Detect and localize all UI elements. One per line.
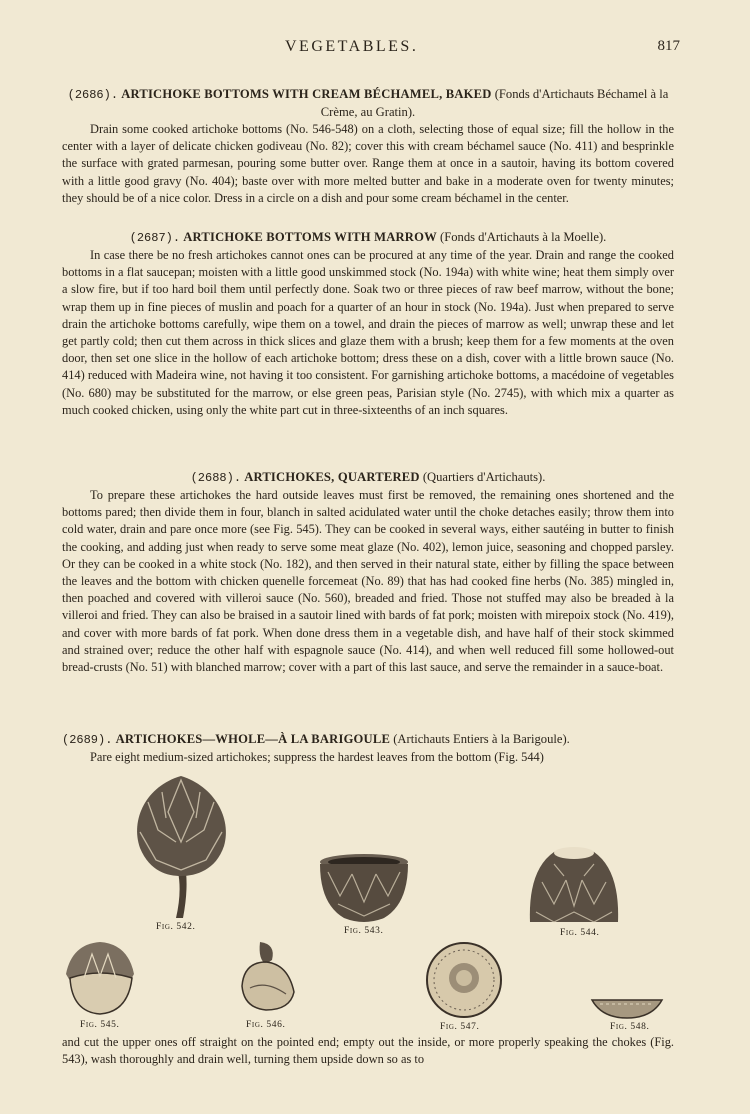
recipe-title: ARTICHOKES—WHOLE—À LA BARIGOULE: [115, 732, 391, 746]
recipe-body: Drain some cooked artichoke bottoms (No. 546-548) on a cloth, selecting those of equal size; fill the hollow in the center with a layer of delicate chicken godiveau (No. 82); cover this with cream béchamel sauce (No. 411) and besprinkle the surface with grated parmesan, pouring some butter over. Range them at once in a sautoir, having its bottom covered with a little good gravy (No. 404); baste over with more melted butter and bake in a moderate oven for twenty minutes; they should be of a nice color. Dress in a circle on a dish and pour some cream béchamel in the center.: [62, 122, 674, 205]
running-title: VEGETABLES.: [285, 38, 419, 55]
whole-artichoke-illustration: [126, 772, 236, 922]
figure-caption: Fig. 547.: [440, 1022, 480, 1032]
figure-542: [126, 772, 236, 932]
recipe-french-title: (Fonds d'Artichauts Béchamel à la Crème, au Gratin).: [320, 87, 669, 119]
continuation-block: [62, 1034, 674, 1068]
recipe-french-title: (Quartiers d'Artichauts).: [422, 470, 546, 484]
recipe-heading: [62, 731, 674, 749]
recipe-title: ARTICHOKE BOTTOMS WITH CREAM BÉCHAMEL, BAKED: [121, 87, 492, 101]
running-head: [60, 38, 680, 58]
recipe-number: (2689).: [62, 733, 113, 747]
recipe-body: In case there be no fresh artichokes cannot ones can be procured at any time of the year. Drain and range the cooked bottoms in a flat saucepan; moisten with a little good unskimmed stock (No. 194a) with white wine; heat them simply over a slow fire, but if too hard boil them until perfectly done. Soak two or three pieces of raw beef marrow, without the bone; wrap them up in fine pieces of muslin and poach for a quarter of an hour in stock (No. 194a). Just when prepared to serve drain the artichoke bottoms carefully, wipe them on a towel, and drain the pieces of marrow as well; unwrap these and let get partly cold; then cut them across in thick slices and glaze them with a brush; keep them for a few moments at the oven door, then set one slice in the hollow of each artichoke bottom; dress these on a dish, cover with a little brown sauce (No. 414) reduced with Madeira wine, not having it too consistent. For garnishing artichoke bottoms, a macédoine of vegetables (No. 680) may be substituted for the marrow, or else green peas, Parisian style (No. 2745), with which mix a quarter as much cooked chicken, using only the white part cut in three-sixteenths of an inch squares.: [62, 248, 674, 417]
figure-546: [236, 940, 306, 1036]
pared-artichoke-illustration: [524, 842, 624, 926]
figure-caption: Fig. 544.: [560, 928, 600, 938]
figure-544: [524, 842, 624, 942]
recipe-2687: [62, 229, 674, 419]
recipe-heading: [62, 469, 674, 487]
recipe-french-title: (Artichauts Entiers à la Barigoule).: [393, 732, 570, 746]
quartered-artichoke-illustration: [62, 938, 138, 1018]
artichoke-piece-illustration: [236, 940, 300, 1014]
figure-caption: Fig. 545.: [80, 1020, 120, 1030]
recipe-number: (2686).: [67, 88, 119, 102]
figure-545: [62, 938, 142, 1034]
figure-547: [424, 940, 508, 1036]
trimmed-artichoke-illustration: [314, 852, 414, 927]
recipe-2689: [62, 731, 674, 766]
recipe-2686: [62, 86, 674, 207]
artichoke-bottom-top-view: [424, 940, 504, 1020]
page-number: 817: [657, 38, 680, 54]
figure-caption: Fig. 543.: [344, 926, 384, 936]
recipe-number: (2688).: [190, 471, 242, 485]
recipe-french-title: (Fonds d'Artichauts à la Moelle).: [440, 230, 607, 244]
recipe-heading: [62, 86, 674, 121]
continuation-text: and cut the upper ones off straight on the pointed end; empty out the inside, or more properly speaking the chokes (Fig. 543), wash thoroughly and drain well, turning them upside down so as to: [62, 1035, 674, 1067]
figure-caption: Fig. 546.: [246, 1020, 286, 1030]
figure-caption: Fig. 548.: [610, 1022, 650, 1032]
recipe-body: To prepare these artichokes the hard outside leaves must first be removed, the remaining ones shortened and the bottoms pared; then divide them in four, blanch in salted acidulated water until the choke detaches easily; throw them into cold water, drain and pare once more (see Fig. 545). They can be cooked in several ways, either sautéing in butter to finish the cooking, and adding just when ready to serve some meat glaze (No. 402), lemon juice, seasoning and chopped parsley. Or they can be cooked in a white stock (No. 182), and then served in their natural state, either by filling the space between the leaves and the bottom with chicken quenelle forcemeat (No. 89) that has had cooked fine herbs (No. 385) mingled in, then poached and covered with villeroi sauce (No. 560), breaded and fried. Those not stuffed may also be breaded à la villeroi and fried. They can also be braised in a sautoir lined with bards of fat pork; moisten with mirepoix stock (No. 419), and cover with more bards of fat pork. When done dress them in a vegetable dish, and have half of their stock skimmed and strained over; reduce the other half with espagnole sauce (No. 414), and when well reduced fill some hollowed-out bread-crusts (No. 51) with blanched marrow; cover with a part of this last sauce, and serve the remainder in a sauce-boat.: [62, 488, 674, 675]
recipe-number: (2687).: [129, 231, 181, 245]
figure-caption: Fig. 542.: [156, 922, 196, 932]
recipe-title: ARTICHOKE BOTTOMS WITH MARROW: [183, 230, 437, 244]
figure-543: [314, 852, 414, 942]
sliced-bottom-illustration: [590, 996, 664, 1020]
recipe-title: ARTICHOKES, QUARTERED: [244, 470, 420, 484]
recipe-body: Pare eight medium-sized artichokes; suppress the hardest leaves from the bottom (Fig. 544): [90, 750, 544, 764]
figure-548: [590, 996, 670, 1038]
recipe-heading: [62, 229, 674, 247]
recipe-2688: [62, 469, 674, 676]
